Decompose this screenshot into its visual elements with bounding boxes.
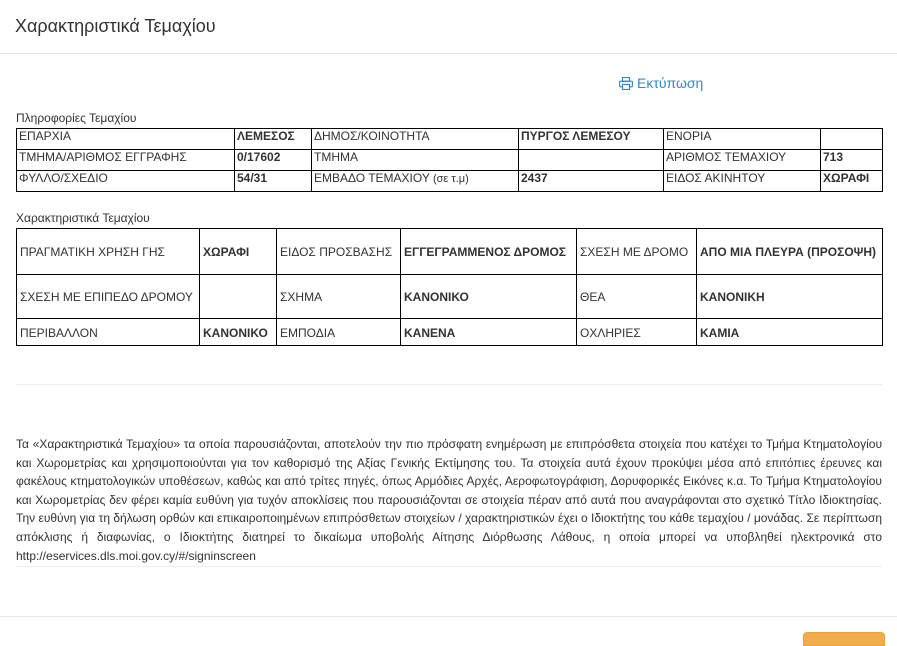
value-cell: ΕΓΓΕΓΡΑΜΜΕΝΟΣ ΔΡΟΜΟΣ <box>401 229 577 275</box>
label-cell: ΕΙΔΟΣ ΠΡΟΣΒΑΣΗΣ <box>277 229 401 275</box>
modal-title: Χαρακτηριστικά Τεμαχίου <box>15 16 216 36</box>
modal-footer <box>0 616 897 637</box>
value-cell: 54/31 <box>235 171 312 192</box>
value-cell: ΚΑΜΙΑ <box>697 319 883 346</box>
label-cell: ΑΡΙΘΜΟΣ ΤΕΜΑΧΙΟΥ <box>664 150 821 171</box>
parcel-features-title: Χαρακτηριστικά Τεμαχίου <box>16 211 150 225</box>
value-cell: 713 <box>821 150 883 171</box>
print-link[interactable] <box>619 74 703 92</box>
value-cell <box>821 129 883 150</box>
area-unit: (σε τ.μ) <box>432 173 469 185</box>
value-cell: ΧΩΡΑΦΙ <box>200 229 277 275</box>
value-cell: 2437 <box>519 171 664 192</box>
close-button[interactable] <box>803 632 885 646</box>
value-cell: ΧΩΡΑΦΙ <box>821 171 883 192</box>
label-cell: ΘΕΑ <box>577 275 697 319</box>
label-cell: ΕΠΑΡΧΙΑ <box>17 129 235 150</box>
value-cell: ΑΠΟ ΜΙΑ ΠΛΕΥΡΑ (ΠΡΟΣΟΨΗ) <box>697 229 883 275</box>
divider <box>16 384 882 385</box>
label-cell: ΤΜΗΜΑ <box>312 150 519 171</box>
value-cell: ΚΑΝΕΝΑ <box>401 319 577 346</box>
label-cell <box>312 171 519 192</box>
label-cell: ΣΧΕΣΗ ΜΕ ΕΠΙΠΕΔΟ ΔΡΟΜΟΥ <box>17 275 200 319</box>
table-row <box>17 275 883 319</box>
value-cell: 0/17602 <box>235 150 312 171</box>
value-cell <box>200 275 277 319</box>
table-row <box>17 229 883 275</box>
label-cell: ΠΡΑΓΜΑΤΙΚΗ ΧΡΗΣΗ ΓΗΣ <box>17 229 200 275</box>
print-label: Εκτύπωση <box>637 75 704 91</box>
value-cell: ΛΕΜΕΣΟΣ <box>235 129 312 150</box>
label-cell: ΕΜΠΟΔΙΑ <box>277 319 401 346</box>
divider <box>16 566 882 567</box>
value-cell: ΚΑΝΟΝΙΚΗ <box>697 275 883 319</box>
label-cell: ΣΧΗΜΑ <box>277 275 401 319</box>
label-cell: ΕΝΟΡΙΑ <box>664 129 821 150</box>
table-row <box>17 150 883 171</box>
label-cell: ΠΕΡΙΒΑΛΛΟΝ <box>17 319 200 346</box>
label-cell: ΔΗΜΟΣ/ΚΟΙΝΟΤΗΤΑ <box>312 129 519 150</box>
parcel-info-table <box>16 128 883 192</box>
area-label: ΕΜΒΑΔΟ ΤΕΜΑΧΙΟΥ <box>314 171 430 185</box>
table-row <box>17 129 883 150</box>
value-cell: ΚΑΝΟΝΙΚΟ <box>200 319 277 346</box>
value-cell: ΚΑΝΟΝΙΚΟ <box>401 275 577 319</box>
table-row <box>17 319 883 346</box>
label-cell: ΕΙΔΟΣ ΑΚΙΝΗΤΟΥ <box>664 171 821 192</box>
table-row <box>17 171 883 192</box>
parcel-info-title: Πληροφορίες Τεμαχίου <box>16 111 137 125</box>
label-cell: ΟΧΛΗΡΙΕΣ <box>577 319 697 346</box>
label-cell: ΦΥΛΛΟ/ΣΧΕΔΙΟ <box>17 171 235 192</box>
label-cell: ΣΧΕΣΗ ΜΕ ΔΡΟΜΟ <box>577 229 697 275</box>
value-cell <box>519 150 664 171</box>
disclaimer-text: Τα «Χαρακτηριστικά Τεμαχίου» τα οποία παρουσιάζονται, αποτελούν την πιο πρόσφατη ενημέρωση με επιπρόσθετα στοιχεία που κατέχει το Τμήμα Κτηματολογίου και Χωρομετρίας και χρησιμοποιούνται για τον καθορισμό της Αξίας Γενικής Εκτίμησης του. Τα στοιχεία αυτά έχουν προκύψει μέσα από επιτόπιες έρευνες και φακέλους κτηματολογικών υποθέσεων, καθώς και από τρίτες πηγές, όπως Αρμόδιες Αρχές, Αεροφωτογράφιση, Δορυφορικές Εικόνες κ.α. Το Τμήμα Κτηματολογίου και Χωρομετρίας δεν φέρει καμία ευθύνη για τυχόν αποκλίσεις που παρουσιάζονται σε στοιχεία πέραν από αυτά που αναγράφονται στο σχετικό Τίτλο Ιδιοκτησίας. Την ευθύνη για τη δήλωση ορθών και επικαιροποιημένων επιπρόσθετων στοιχείων / χαρακτηριστικών έχει ο Ιδιοκτήτης του κάθε τεμαχίου / μονάδας. Σε περίπτωση απόκλισης ή διαφωνίας, ο Ιδιοκτήτης διατηρεί το δικαίωμα υποβολής Αίτησης Διόρθωσης Λάθους, η οποία μπορεί να υποβληθεί ηλεκτρονικά στο http://eservices.dls.moi.gov.cy/#/signinscreen <box>16 437 882 563</box>
value-cell: ΠΥΡΓΟΣ ΛΕΜΕΣΟΥ <box>519 129 664 150</box>
label-cell: ΤΜΗΜΑ/ΑΡΙΘΜΟΣ ΕΓΓΡΑΦΗΣ <box>17 150 235 171</box>
parcel-features-table <box>16 228 883 346</box>
print-icon <box>619 77 633 90</box>
modal-header <box>0 0 897 54</box>
